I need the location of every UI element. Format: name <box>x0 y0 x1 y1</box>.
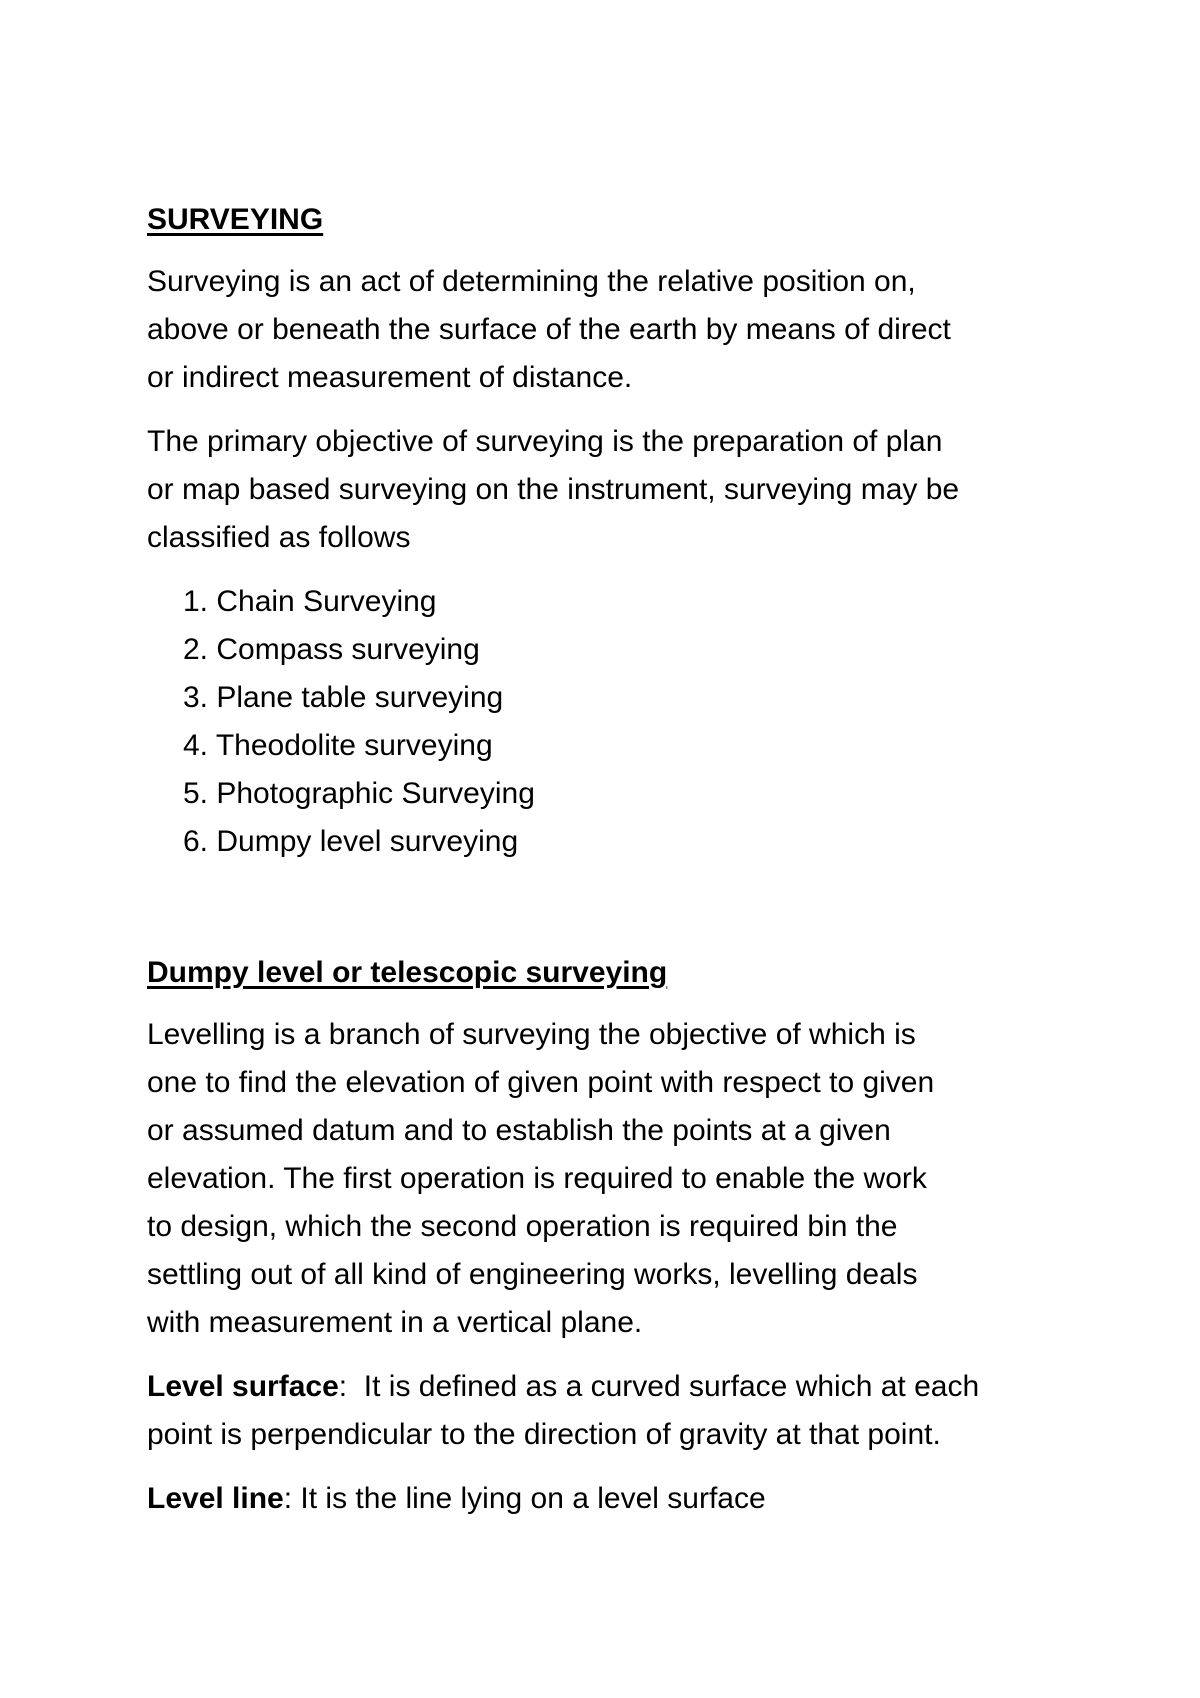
definition-term: Level surface <box>147 1370 339 1403</box>
text-line: or map based surveying on the instrument, surveying may be <box>147 473 960 506</box>
text-line: point is perpendicular to the direction of gravity at that point. <box>147 1418 941 1451</box>
text-line: with measurement in a vertical plane. <box>147 1306 643 1339</box>
definition-text: It is the line lying on a level surface <box>292 1482 766 1515</box>
section-heading-surveying: SURVEYING <box>147 203 324 236</box>
text-line: settling out of all kind of engineering works, levelling deals <box>147 1258 918 1291</box>
definition-text: It is defined as a curved surface which at each <box>347 1370 980 1403</box>
list-item: 2. Compass surveying <box>183 633 480 666</box>
list-item: 4. Theodolite surveying <box>183 729 493 762</box>
text-line: The primary objective of surveying is the preparation of plan <box>147 425 943 458</box>
definition-separator: : <box>338 1370 348 1403</box>
definition-level-surface <box>147 1363 1077 1459</box>
text-line: classified as follows <box>147 521 411 554</box>
list-item: 3. Plane table surveying <box>183 681 504 714</box>
text-line: or indirect measurement of distance. <box>147 361 633 394</box>
paragraph-levelling <box>147 1011 1077 1347</box>
paragraph-primary-objective <box>147 418 1077 562</box>
section-heading-dumpy-level: Dumpy level or telescopic surveying <box>147 956 668 989</box>
text-line <box>147 1475 1077 1523</box>
text-line: Levelling is a branch of surveying the objective of which is <box>147 1018 916 1051</box>
text-line: above or beneath the surface of the earth by means of direct <box>147 313 951 346</box>
list-item: 6. Dumpy level surveying <box>183 825 519 858</box>
list-item: 5. Photographic Surveying <box>183 777 535 810</box>
definition-term: Level line <box>147 1482 284 1515</box>
text-line: or assumed datum and to establish the points at a given <box>147 1114 891 1147</box>
definition-separator: : <box>283 1482 293 1515</box>
text-line: Surveying is an act of determining the relative position on, <box>147 265 916 298</box>
paragraph-surveying-definition <box>147 258 1077 402</box>
text-line: to design, which the second operation is required bin the <box>147 1210 898 1243</box>
definition-level-line <box>147 1475 1077 1523</box>
list-item: 1. Chain Surveying <box>183 585 437 618</box>
text-line: one to find the elevation of given point with respect to given <box>147 1066 935 1099</box>
surveying-types-list <box>183 578 535 866</box>
text-line: elevation. The first operation is required to enable the work <box>147 1162 927 1195</box>
text-line <box>147 1363 1077 1411</box>
